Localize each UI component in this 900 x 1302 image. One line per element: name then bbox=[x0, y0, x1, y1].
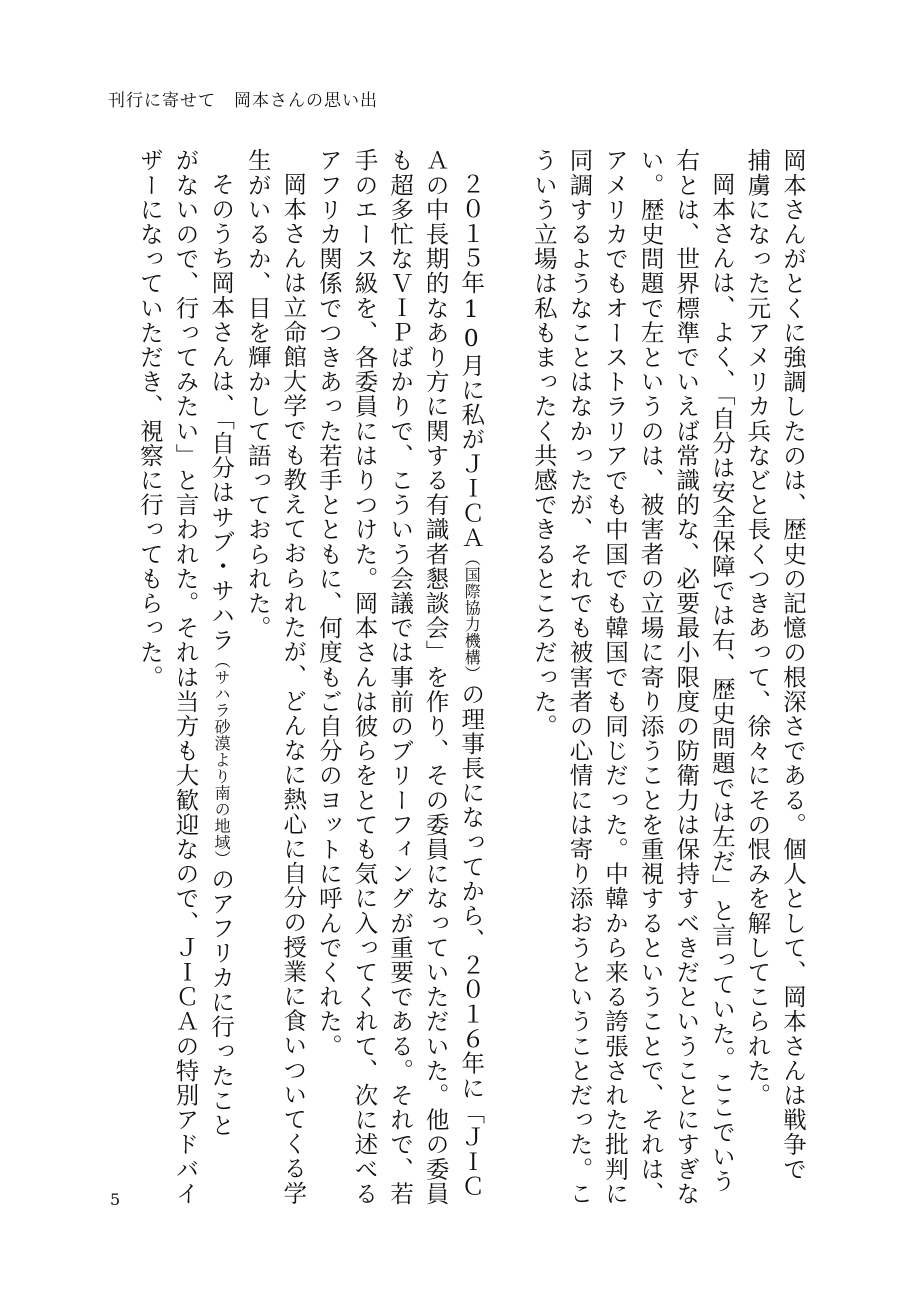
text-line bbox=[453, 148, 490, 1199]
text-line: Ａの中長期的なあり方に関する有識者懇談会」を作り、その委員になっていただいた。他の委員 bbox=[421, 148, 450, 1206]
paragraph-gap bbox=[489, 148, 525, 1178]
running-head: 刊行に寄せて 岡本さんの思い出 bbox=[108, 91, 378, 111]
text-line: 右とは、世界標準でいえば常識的な、必要最小限度の防衛力は保持すべきだということにすぎな bbox=[672, 148, 701, 1206]
text-segment: ２０１５年10月に私がＪＩＣＡ bbox=[457, 171, 486, 550]
text-line: 岡本さんは、よく、「自分は安全保障では右、歴史問題では左だ」と言っていた。ここでいう bbox=[707, 171, 736, 1193]
text-line: 手のエース級を、各委員にはりつけた。岡本さんは彼らをとても気に入ってくれて、次に述べる bbox=[350, 148, 379, 1206]
text-line bbox=[203, 148, 240, 1178]
text-segment: の理事長になってから、２０１６年に「ＪＩＣ bbox=[457, 681, 486, 1199]
text-line: 岡本さんがとくに強調したのは、歴史の記憶の根深さである。個人として、岡本さんは戦争で bbox=[779, 148, 807, 1182]
text-line: アフリカ関係でつきあった若手とともに、何度もご自分のヨットに呼んでくれた。 bbox=[314, 148, 343, 1059]
text-segment: のアフリカに行ったこと bbox=[207, 866, 236, 1137]
text-line: アメリカでもオーストラリアでも中国でも韓国でも同じだった。中韓から来る誇張された批判に bbox=[601, 148, 630, 1206]
text-line: がないので、行ってみたい」と言われた。それは当方も大歓迎なので、ＪＩＣＡの特別アドバイ bbox=[171, 148, 200, 1206]
text-line: い。歴史問題で左というのは、被害者の立場に寄り添うことを重視するということで、それは、 bbox=[636, 148, 665, 1206]
inline-note: （サハラ砂漠より南の地域） bbox=[212, 651, 232, 867]
text-segment: そのうち岡本さんは、「自分はサブ・サハラ bbox=[207, 171, 236, 652]
page-number: 5 bbox=[110, 1190, 121, 1209]
text-line: 捕虜になった元アメリカ兵などと長くつきあって、徐々にその恨みを解してこられた。 bbox=[743, 148, 772, 1108]
text-line: ういう立場は私もまったく共感できるところだった。 bbox=[529, 148, 558, 739]
inline-note: （国際協力機構） bbox=[462, 549, 482, 682]
text-line: ザーになっていただき、視察に行ってもらった。 bbox=[135, 148, 164, 690]
text-line: 岡本さんは立命館大学でも教えておられたが、どんなに熱心に自分の授業に食いついてくる学 bbox=[279, 171, 308, 1205]
vertical-body-text bbox=[131, 148, 810, 1206]
text-line: も超多忙なＶＩＰばかりで、こういう会議では事前のブリーフィングが重要である。それで、若 bbox=[386, 148, 415, 1206]
text-line: 生がいるか、目を輝かして語っておられた。 bbox=[243, 148, 272, 640]
text-line: 同調するようなことはなかったが、それでも被害者の心情には寄り添おうということだった。こ bbox=[565, 148, 594, 1206]
